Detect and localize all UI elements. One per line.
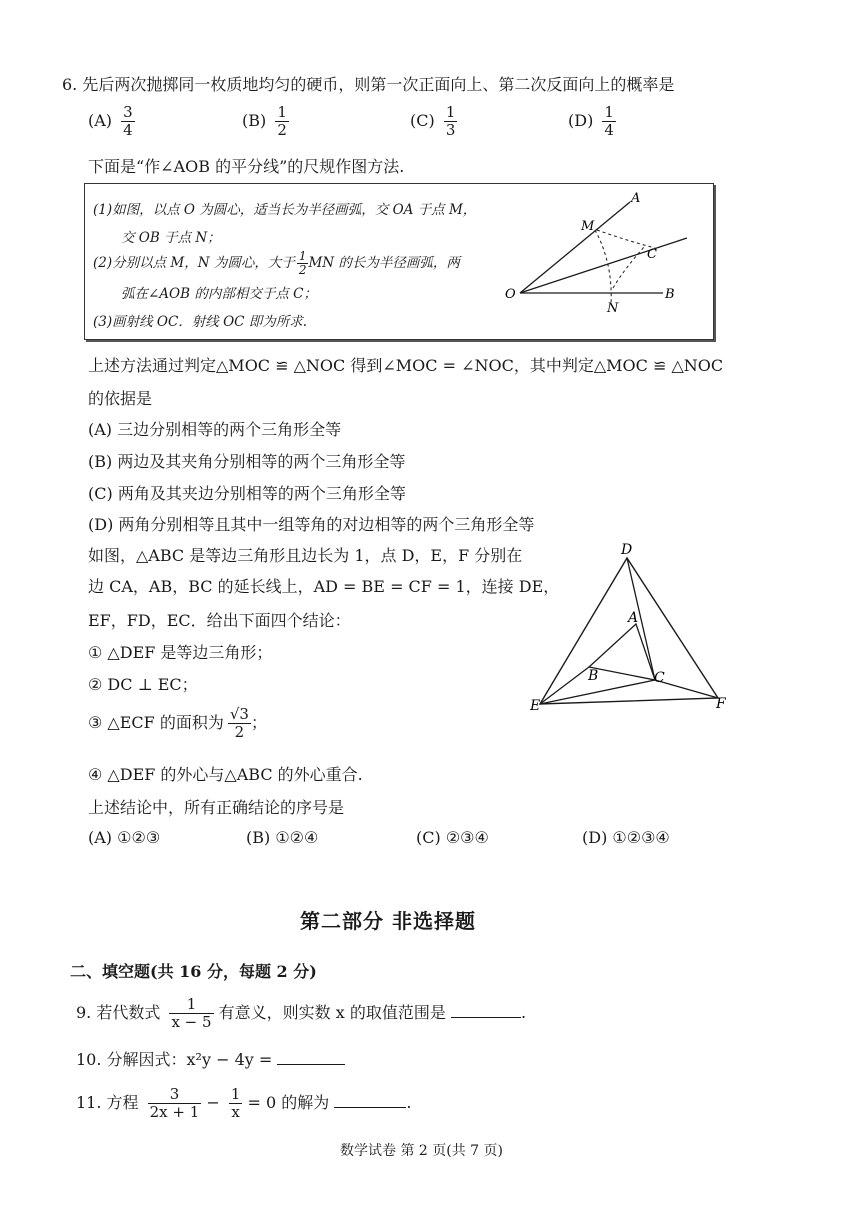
part2-title: 第二部分 非选择题 [300, 909, 476, 933]
label-a: A [628, 610, 639, 626]
triangle-abc [589, 624, 655, 680]
answer-blank[interactable] [334, 1107, 406, 1108]
fraction: $\frac{1}{4}$ [604, 103, 614, 139]
fraction: $\frac{3}{4}$ [123, 103, 133, 139]
arc-from-m [597, 230, 655, 248]
construction-steps-box [84, 183, 714, 340]
q8-line2: 边 CA，AB，BC 的延长线上，AD = BE = CF = 1，连接 DE， [88, 577, 560, 596]
fraction: $\frac{3}{2x + 1}$ [149, 1085, 200, 1121]
q7-option-d: (D) 两角分别相等且其中一组等角的对边相等的两个三角形全等 [88, 515, 535, 534]
q6-option-a: (A) $\frac{3}{4}$ [88, 103, 133, 139]
label-d: D [621, 542, 633, 558]
q7-option-a: (A) 三边分别相等的两个三角形全等 [88, 420, 342, 439]
label-c: C [654, 670, 665, 686]
section-header: 二、填空题(共 16 分，每题 2 分) [70, 962, 317, 981]
q8-option-c: (C) ②③④ [416, 828, 489, 847]
label-n: N [607, 301, 619, 316]
q8-line1: 如图，△ABC 是等边三角形且边长为 1，点 D，E，F 分别在 [88, 546, 523, 565]
q10: 10. 分解因式：x²y − 4y = [76, 1047, 345, 1070]
step-2b: 弧在∠AOB 的内部相交于点 C； [121, 286, 317, 302]
q8-conclusion-1: ① △DEF 是等边三角形； [88, 643, 273, 662]
label-m: M [581, 219, 595, 234]
step-2a: (2)分别以点 M，N 为圆心，大于 $\frac{1}{2}$ MN 的长为半径画弧，两 [93, 249, 460, 277]
label-f: F [716, 696, 726, 712]
step-3: (3)画射线 OC．射线 OC 即为所求. [93, 314, 308, 330]
ray-oa [520, 202, 630, 293]
label-e: E [530, 698, 541, 714]
fraction: $\frac{1}{x - 5}$ [171, 995, 212, 1031]
fraction: $\frac{√3}{2}$ [229, 705, 249, 741]
q8-conclusion-3: ③ △ECF 的面积为 $\frac{√3}{2}$ ； [88, 705, 267, 741]
q8-conclusion-4: ④ △DEF 的外心与△ABC 的外心重合. [88, 765, 363, 784]
arc-from-n [613, 246, 645, 288]
label-c: C [647, 247, 657, 262]
q7-intro: 下面是“作∠AOB 的平分线”的尺规作图方法. [88, 157, 405, 176]
answer-blank[interactable] [451, 1017, 521, 1018]
q6-option-d: (D) $\frac{1}{4}$ [568, 103, 614, 139]
ray-oc [520, 238, 687, 293]
q6-option-b: (B) $\frac{1}{2}$ [242, 103, 287, 139]
fraction: $\frac{1}{2}$ [277, 103, 287, 139]
q7-stem-line1: 上述方法通过判定△MOC ≌ △NOC 得到∠MOC = ∠NOC，其中判定△MOC ≌ △NOC [88, 356, 724, 375]
step-1a: (1)如图，以点 O 为圆心，适当长为半径画弧，交 OA 于点 M， [93, 202, 477, 218]
q11: 11. 方程 $\frac{3}{2x + 1}$ − $\frac{1}{x}$ = 0 的解为 . [76, 1085, 412, 1121]
label-a: A [631, 191, 641, 206]
triangle-def-figure [526, 540, 746, 720]
q8-conclusion-2: ② DC ⊥ EC； [88, 675, 198, 694]
q6-stem: 6. 先后两次抛掷同一枚质地均匀的硬币，则第一次正面向上、第二次反面向上的概率是 [62, 75, 675, 94]
q8-line3: EF，FD，EC．给出下面四个结论： [88, 611, 351, 630]
label-b: B [665, 287, 675, 302]
q8-option-a: (A) ①②③ [88, 828, 161, 847]
q7-option-c: (C) 两角及其夹边分别相等的两个三角形全等 [88, 484, 406, 503]
q9: 9. 若代数式 $\frac{1}{x - 5}$ 有意义，则实数 x 的取值范围是 . [76, 995, 527, 1031]
q8-option-b: (B) ①②④ [246, 828, 319, 847]
q7-stem-line2: 的依据是 [88, 389, 153, 408]
step-1b: 交 OB 于点 N； [121, 230, 221, 246]
label-b: B [588, 668, 599, 684]
page-footer: 数学试卷 第 2 页(共 7 页) [340, 1143, 503, 1159]
fraction: $\frac{1}{3}$ [445, 103, 456, 139]
q6-option-c: (C) $\frac{1}{3}$ [410, 103, 456, 139]
label-o: O [505, 287, 516, 302]
fraction: $\frac{1}{x}$ [230, 1085, 241, 1121]
answer-blank[interactable] [277, 1064, 345, 1065]
q8-option-d: (D) ①②③④ [582, 828, 670, 847]
q7-option-b: (B) 两边及其夹角分别相等的两个三角形全等 [88, 452, 406, 471]
angle-bisector-figure [495, 188, 695, 328]
q8-ask: 上述结论中，所有正确结论的序号是 [88, 798, 345, 817]
fraction: $\frac{1}{2}$ [298, 249, 307, 277]
